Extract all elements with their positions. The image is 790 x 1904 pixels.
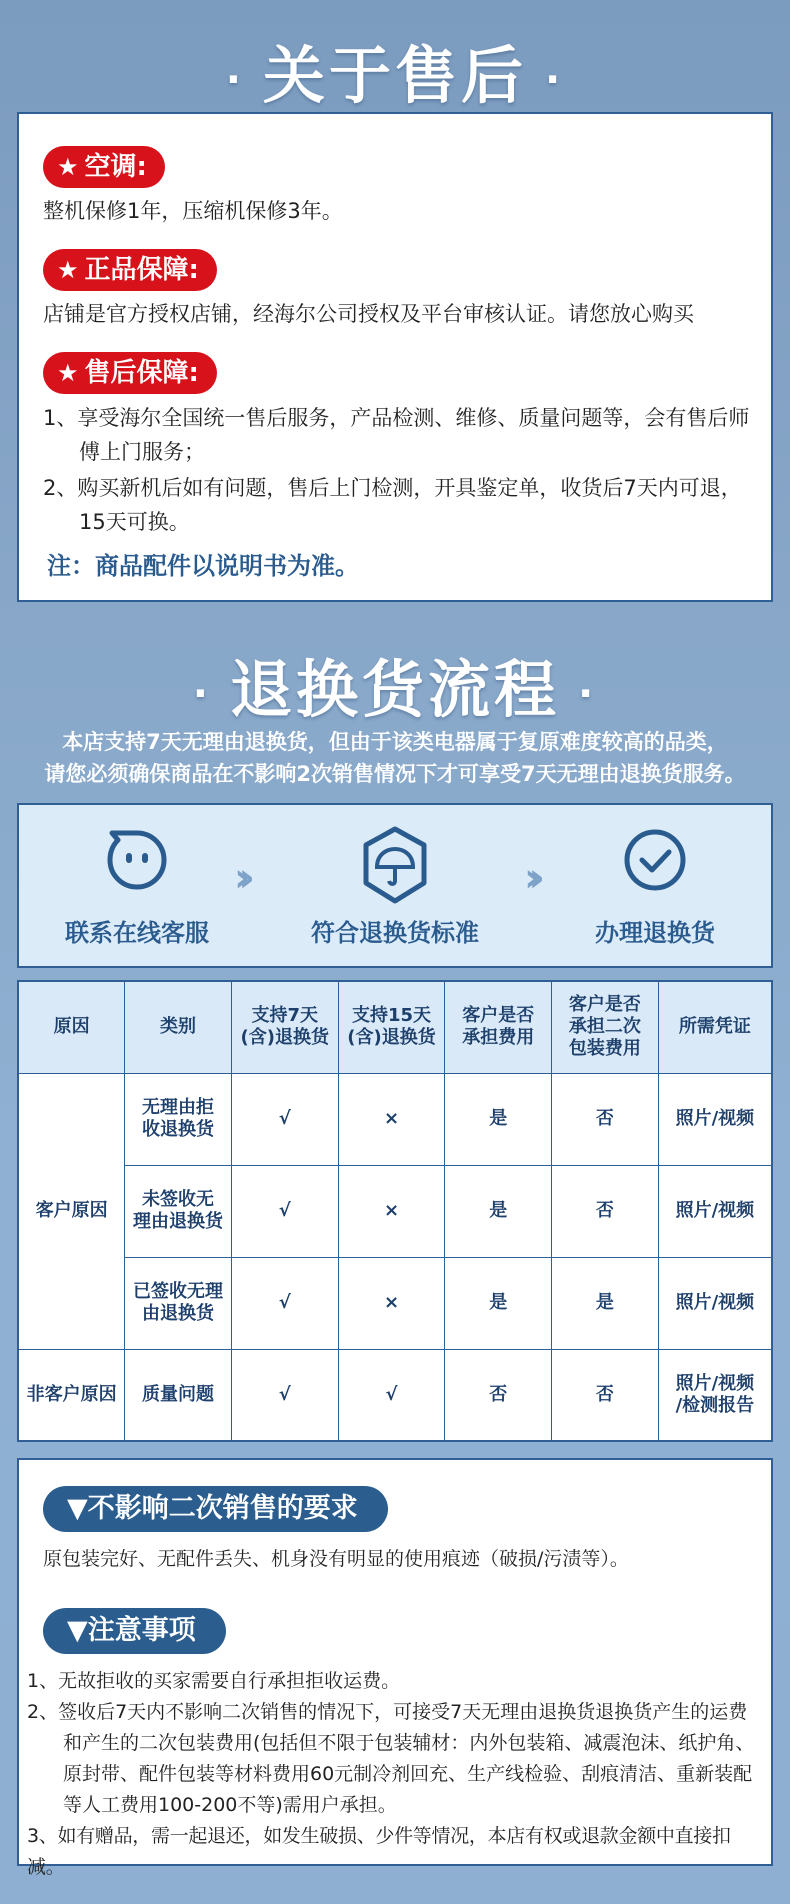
notice-item-3: 3、如有赠品，需一起退还，如发生破损、少件等情况，本店有权或退款金额中直接扣减。 xyxy=(27,1825,731,1878)
service-badge: ★ 售后保障: xyxy=(43,352,217,394)
ac-badge: ★ 空调: xyxy=(43,146,165,188)
table-cell: √ xyxy=(231,1165,338,1257)
step-label: 联系在线客服 xyxy=(65,919,209,947)
resale-heading: ▼不影响二次销售的要求 xyxy=(43,1486,388,1532)
genuine-text: 店铺是官方授权店铺，经海尔公司授权及平台审核认证。请您放心购买 xyxy=(43,302,694,326)
table-cell: √ xyxy=(338,1349,445,1441)
table-cell: 否 xyxy=(552,1165,659,1257)
table-cell: 无理由拒 收退换货 xyxy=(125,1073,232,1165)
returns-table xyxy=(17,980,773,1442)
table-cell: 是 xyxy=(445,1257,552,1349)
table-cell: 照片/视频 xyxy=(658,1165,772,1257)
table-cell: 否 xyxy=(445,1349,552,1441)
table-cell: 否 xyxy=(552,1073,659,1165)
reason-cell: 客户原因 xyxy=(18,1073,125,1349)
table-row xyxy=(18,1349,772,1441)
returns-flow xyxy=(17,803,773,968)
reason-cell: 非客户原因 xyxy=(18,1349,125,1441)
ac-text: 整机保修1年，压缩机保修3年。 xyxy=(43,199,343,223)
aftersales-title: · 关于售后 · xyxy=(225,39,565,112)
double-chevron-icon: ›› xyxy=(234,855,243,901)
table-cell: 是 xyxy=(552,1257,659,1349)
service-item-2: 2、购买新机后如有问题，售后上门检测，开具鉴定单，收货后7天内可退，15天可换。 xyxy=(43,476,742,534)
star-icon: ★ xyxy=(57,153,79,181)
table-cell: 未签收无 理由退换货 xyxy=(125,1165,232,1257)
table-cell: 照片/视频 /检测报告 xyxy=(658,1349,772,1441)
table-cell: √ xyxy=(231,1349,338,1441)
step-process xyxy=(535,825,775,948)
header-cell: 原因 xyxy=(18,981,125,1073)
table-cell: 是 xyxy=(445,1073,552,1165)
resale-text: 原包装完好、无配件丢失、机身没有明显的使用痕迹（破损/污渍等）。 xyxy=(43,1548,629,1570)
table-cell: 质量问题 xyxy=(125,1349,232,1441)
header-cell: 类别 xyxy=(125,981,232,1073)
chat-face-icon xyxy=(102,825,172,895)
table-row xyxy=(18,1257,772,1349)
step-contact xyxy=(17,825,257,948)
star-icon: ★ xyxy=(57,359,79,387)
table-cell: √ xyxy=(231,1257,338,1349)
table-cell: 是 xyxy=(445,1165,552,1257)
aftersales-panel xyxy=(17,112,773,602)
table-cell: × xyxy=(338,1165,445,1257)
returns-title: · 退换货流程 · xyxy=(192,653,598,726)
returns-intro: 本店支持7天无理由退换货，但由于该类电器属于复原难度较高的品类， 请您必须确保商品在不影响2次销售情况下才可享受7天无理由退换货服务。 xyxy=(44,730,746,786)
table-cell: 照片/视频 xyxy=(658,1257,772,1349)
star-icon: ★ xyxy=(57,256,79,284)
genuine-badge: ★ 正品保障: xyxy=(43,249,217,291)
step-label: 办理退换货 xyxy=(595,919,715,947)
check-circle-icon xyxy=(620,825,690,895)
requirements-panel xyxy=(17,1458,773,1878)
notice-item-1: 1、无故拒收的买家需要自行承担拒收运费。 xyxy=(27,1670,401,1692)
header-cell: 支持15天 (含)退换货 xyxy=(338,981,445,1073)
step-standard xyxy=(275,825,515,948)
table-cell: × xyxy=(338,1073,445,1165)
step-label: 符合退换货标准 xyxy=(311,919,479,947)
manual-note: 注：商品配件以说明书为准。 xyxy=(47,552,359,580)
table-row xyxy=(18,1165,772,1257)
umbrella-shield-icon xyxy=(360,825,430,905)
table-cell: × xyxy=(338,1257,445,1349)
table-cell: 否 xyxy=(552,1349,659,1441)
header-cell: 支持7天 (含)退换货 xyxy=(231,981,338,1073)
notice-item-2: 2、签收后7天内不影响二次销售的情况下，可接受7天无理由退换货退换货产生的运费和产生的二次包装费用(包括但不限于包装辅材：内外包装箱、减震泡沫、纸护角、原封带、配件包装等材料费用60元制冷剂回充、生产线检验、刮痕清洁、重新装配等人工费用100-200不等)需用户承担。 xyxy=(27,1701,755,1816)
header-cell: 客户是否 承担费用 xyxy=(445,981,552,1073)
service-item-1: 1、享受海尔全国统一售后服务，产品检测、维修、质量问题等，会有售后师傅上门服务； xyxy=(43,406,750,464)
table-header-row xyxy=(18,981,772,1073)
double-chevron-icon: ›› xyxy=(524,855,533,901)
table-cell: 照片/视频 xyxy=(658,1073,772,1165)
notice-heading: ▼注意事项 xyxy=(43,1608,226,1654)
table-row xyxy=(18,1073,772,1165)
header-cell: 客户是否 承担二次 包装费用 xyxy=(552,981,659,1073)
table-cell: 已签收无理 由退换货 xyxy=(125,1257,232,1349)
table-cell: √ xyxy=(231,1073,338,1165)
header-cell: 所需凭证 xyxy=(658,981,772,1073)
